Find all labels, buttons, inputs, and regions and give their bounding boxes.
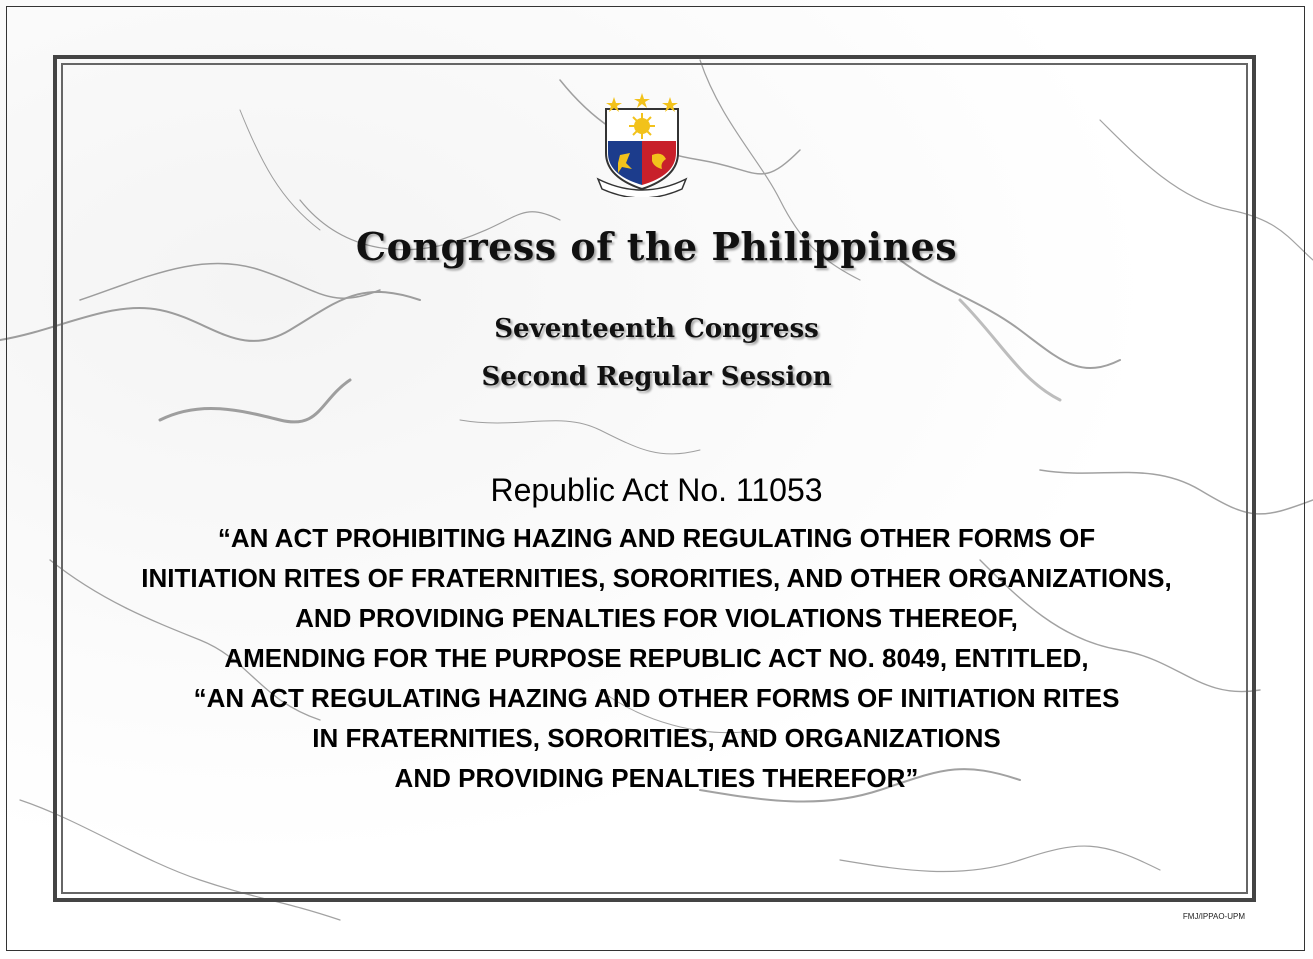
footer-code: FMJ/IPPAO-UPM — [1182, 912, 1245, 921]
act-title — [0, 518, 1313, 798]
act-title-line: INITIATION RITES OF FRATERNITIES, SORORITIES, AND OTHER ORGANIZATIONS, — [141, 563, 1172, 593]
act-number: Republic Act No. 11053 — [490, 472, 823, 508]
act-title-line: AND PROVIDING PENALTIES THEREFOR” — [394, 763, 919, 793]
congress-label: Seventeenth Congress — [494, 314, 819, 344]
act-title-line: AMENDING FOR THE PURPOSE REPUBLIC ACT NO. 8049, ENTITLED, — [224, 643, 1089, 673]
act-title-line: AND PROVIDING PENALTIES FOR VIOLATIONS THEREOF, — [295, 603, 1018, 633]
page-title: Congress of the Philippines — [355, 224, 958, 269]
act-title-line: IN FRATERNITIES, SORORITIES, AND ORGANIZATIONS — [312, 723, 1001, 753]
philippine-seal-icon — [596, 93, 688, 197]
act-title-line: “AN ACT PROHIBITING HAZING AND REGULATING OTHER FORMS OF — [217, 523, 1096, 553]
act-title-line: “AN ACT REGULATING HAZING AND OTHER FORMS OF INITIATION RITES — [193, 683, 1120, 713]
session-label: Second Regular Session — [481, 362, 832, 392]
